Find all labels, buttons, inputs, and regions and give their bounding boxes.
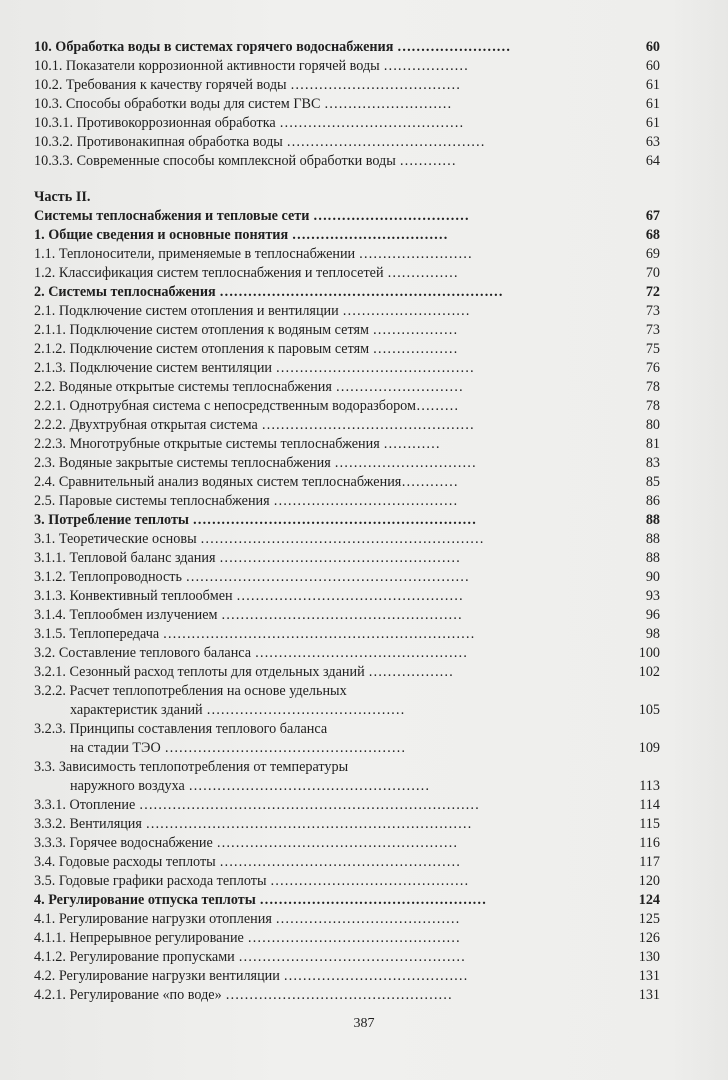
- toc-entry-page: 86: [645, 493, 660, 509]
- toc-entry-title: 3.1.1. Тепловой баланс здания ……………………………………………: [34, 550, 461, 566]
- page-shadow: [668, 0, 728, 1080]
- toc-entry-title: 3.2.3. Принципы составления теплового баланса: [34, 721, 328, 737]
- toc-entry-page: 102: [638, 664, 660, 680]
- toc-entry: [34, 416, 660, 435]
- toc-entry-page: 115: [639, 816, 660, 832]
- toc-entry: [34, 95, 660, 114]
- toc-entry: [34, 815, 660, 834]
- toc-entry-page: 60: [645, 39, 660, 55]
- toc-entry-title: 10.3.1. Противокоррозионная обработка …………………………………: [34, 115, 464, 131]
- toc-entry-page: 90: [645, 569, 660, 585]
- toc-entry: [34, 378, 660, 397]
- toc-entry-page: 80: [645, 417, 660, 433]
- toc-entry-title: 4.1. Регулирование нагрузки отопления …………………………………: [34, 911, 460, 927]
- toc-entry: [34, 663, 660, 682]
- toc-entry: [34, 625, 660, 644]
- toc-entry-page: 126: [638, 930, 660, 946]
- toc-entry: [34, 530, 660, 549]
- toc-entry: [34, 948, 660, 967]
- toc-entry-title: 2. Системы теплоснабжения ……………………………………………………: [34, 284, 503, 300]
- toc-entry-page: 93: [645, 588, 660, 604]
- toc-entry-page: 83: [645, 455, 660, 471]
- toc-entry: [34, 76, 660, 95]
- toc-entry-title: 3. Потребление теплоты ……………………………………………………: [34, 512, 477, 528]
- toc-entry: [34, 473, 660, 492]
- toc-entry-title: 3.1.2. Теплопроводность ……………………………………………………: [34, 569, 470, 585]
- toc-entry-title: 2.2. Водяные открытые системы теплоснабжения ………………………: [34, 379, 464, 395]
- toc-entry-page: 114: [639, 797, 660, 813]
- toc-entry-title: 4. Регулирование отпуска теплоты …………………………………………: [34, 892, 487, 908]
- toc-entry-page: 88: [645, 531, 660, 547]
- toc-entry-title: 2.4. Сравнительный анализ водяных систем теплоснабжения…………: [34, 474, 459, 490]
- toc-entry: [34, 321, 660, 340]
- toc-entry-title: 2.1.1. Подключение систем отопления к водяным сетям ………………: [34, 322, 458, 338]
- toc-entry: [34, 397, 660, 416]
- toc-entry-page: 105: [638, 702, 660, 718]
- toc-entry-page: 88: [645, 550, 660, 566]
- toc-entry: [34, 796, 660, 815]
- toc-entry-title: 10. Обработка воды в системах горячего водоснабжения ……………………: [34, 39, 511, 55]
- toc-entry-title: 3.3.1. Отопление ………………………………………………………………: [34, 797, 480, 813]
- toc-entry: [34, 114, 660, 133]
- toc-entry-page: 131: [638, 987, 660, 1003]
- toc-entry-title: 1.1. Теплоносители, применяемые в теплоснабжении ……………………: [34, 246, 473, 262]
- toc-entry: [34, 549, 660, 568]
- toc-entry-title: 10.3. Способы обработки воды для систем ГВС ………………………: [34, 96, 452, 112]
- toc-entry: [34, 133, 660, 152]
- toc-entry: [34, 967, 660, 986]
- toc-entry-page: 113: [639, 778, 660, 794]
- toc-entry-page: 109: [638, 740, 660, 756]
- toc-entry-title: 3.3. Зависимость теплопотребления от температуры: [34, 759, 349, 775]
- toc-entry: [34, 777, 660, 796]
- toc-entry-page: 70: [645, 265, 660, 281]
- toc-entry-title: 3.1.3. Конвективный теплообмен …………………………………………: [34, 588, 464, 604]
- toc-entry: [34, 302, 660, 321]
- toc-entry-page: 73: [645, 322, 660, 338]
- toc-entry-page: 69: [645, 246, 660, 262]
- toc-entry-title: 10.3.3. Современные способы комплексной обработки воды …………: [34, 153, 457, 169]
- toc-entry: [34, 152, 660, 171]
- toc-entry-title: 4.2. Регулирование нагрузки вентиляции …………………………………: [34, 968, 468, 984]
- toc-entry-title: 2.3. Водяные закрытые системы теплоснабжения …………………………: [34, 455, 477, 471]
- toc-entry-page: 75: [645, 341, 660, 357]
- toc-entry-page: 78: [645, 379, 660, 395]
- toc-entry-title: 3.1.4. Теплообмен излучением ……………………………………………: [34, 607, 463, 623]
- toc-entry: [34, 910, 660, 929]
- toc-entry-page: 64: [645, 153, 660, 169]
- toc-entry-page: 67: [645, 208, 660, 224]
- toc-entry-page: 63: [645, 134, 660, 150]
- toc-entry: [34, 929, 660, 948]
- toc-entry-page: 85: [645, 474, 660, 490]
- toc-entry: [34, 701, 660, 720]
- toc-entry-page: 76: [645, 360, 660, 376]
- toc-entry-page: 81: [645, 436, 660, 452]
- toc-entry-title: 2.2.2. Двухтрубная открытая система ………………………………………: [34, 417, 475, 433]
- toc-entry: [34, 834, 660, 853]
- toc-entry: [34, 226, 660, 245]
- toc-entry: [34, 644, 660, 663]
- toc-entry-page: 125: [638, 911, 660, 927]
- toc-entry-title: 10.1. Показатели коррозионной активности горячей воды ………………: [34, 58, 469, 74]
- toc-entry: [34, 511, 660, 530]
- toc-entry: [34, 891, 660, 910]
- toc-entry: [34, 872, 660, 891]
- page-number: 387: [353, 1016, 375, 1031]
- toc-entry: [34, 853, 660, 872]
- toc-entry: [34, 986, 660, 1005]
- toc-entry: [34, 245, 660, 264]
- toc-entry: [34, 568, 660, 587]
- toc-entry: [34, 38, 660, 57]
- toc-entry: [34, 283, 660, 302]
- toc-entry: [34, 57, 660, 76]
- toc-entry-title: 2.2.3. Многотрубные открытые системы теплоснабжения …………: [34, 436, 441, 452]
- toc-entry: [34, 606, 660, 625]
- toc-entry-title: 3.1. Теоретические основы ……………………………………………………: [34, 531, 484, 547]
- toc-entry: [34, 454, 660, 473]
- toc-entry-title: 1. Общие сведения и основные понятия ……………………………: [34, 227, 448, 243]
- toc-entry-title: 1.2. Классификация систем теплоснабжения и теплосетей ……………: [34, 265, 459, 281]
- toc-entry-title: характеристик зданий ……………………………………: [70, 702, 405, 718]
- toc-entry-title: 3.3.2. Вентиляция ……………………………………………………………: [34, 816, 472, 832]
- toc-entry-page: 88: [645, 512, 660, 528]
- toc-entry-page: 124: [638, 892, 660, 908]
- toc-entry: [34, 264, 660, 283]
- toc-entry-title: 4.2.1. Регулирование «по воде» …………………………………………: [34, 987, 453, 1003]
- toc-entry: [34, 587, 660, 606]
- toc-entry-page: 78: [645, 398, 660, 414]
- toc-entry-page: 120: [638, 873, 660, 889]
- toc-entry: [34, 340, 660, 359]
- toc-entry-page: 117: [639, 854, 660, 870]
- toc-entry-title: 10.2. Требования к качеству горячей воды ………………………………: [34, 77, 461, 93]
- toc-entry: [34, 739, 660, 758]
- toc-entry-page: 131: [638, 968, 660, 984]
- toc-entry: [34, 435, 660, 454]
- toc-entry-title: на стадии ТЭО ……………………………………………: [70, 740, 406, 756]
- toc-entry: [34, 207, 660, 226]
- toc-entry-title: 2.1.2. Подключение систем отопления к паровым сетям ………………: [34, 341, 458, 357]
- toc-entry: [34, 682, 660, 701]
- toc-entry-title: Системы теплоснабжения и тепловые сети ……………………………: [34, 208, 470, 224]
- toc-entry-title: наружного воздуха ……………………………………………: [70, 778, 430, 794]
- toc-entry-title: 3.5. Годовые графики расхода теплоты ……………………………………: [34, 873, 469, 889]
- toc-entry: [34, 359, 660, 378]
- toc-entry-page: 72: [645, 284, 660, 300]
- toc-entry-title: 2.1. Подключение систем отопления и вентиляции ………………………: [34, 303, 470, 319]
- toc-entry-page: 73: [645, 303, 660, 319]
- toc-entry-page: 61: [645, 96, 660, 112]
- toc-entry-page: 100: [638, 645, 660, 661]
- toc-entry-title: Часть II.: [34, 189, 91, 205]
- toc-entry-title: 2.2.1. Однотрубная система с непосредственным водоразбором………: [34, 398, 459, 414]
- toc-entry-page: 61: [645, 77, 660, 93]
- toc-entry-page: 68: [645, 227, 660, 243]
- toc-entry-title: 2.1.3. Подключение систем вентиляции ……………………………………: [34, 360, 475, 376]
- toc-entry-page: 61: [645, 115, 660, 131]
- toc-entry-title: 3.1.5. Теплопередача …………………………………………………………: [34, 626, 475, 642]
- toc-entry: [34, 720, 660, 739]
- toc-entry-title: 4.1.1. Непрерывное регулирование ………………………………………: [34, 930, 461, 946]
- toc-entry-title: 3.4. Годовые расходы теплоты ……………………………………………: [34, 854, 461, 870]
- toc-entry: [34, 492, 660, 511]
- toc-entry-page: 98: [645, 626, 660, 642]
- toc-entry-title: 4.1.2. Регулирование пропусками …………………………………………: [34, 949, 466, 965]
- toc-entry-title: 10.3.2. Противонакипная обработка воды ……………………………………: [34, 134, 485, 150]
- toc-entry-title: 3.2.1. Сезонный расход теплоты для отдельных зданий ………………: [34, 664, 454, 680]
- toc-entry-title: 3.2.2. Расчет теплопотребления на основе удельных: [34, 683, 347, 699]
- toc-entry-page: 96: [645, 607, 660, 623]
- toc-entry: [34, 188, 660, 207]
- toc-entry-title: 3.2. Составление теплового баланса ………………………………………: [34, 645, 468, 661]
- toc-entry: [34, 758, 660, 777]
- toc-entry-title: 3.3.3. Горячее водоснабжение ……………………………………………: [34, 835, 458, 851]
- toc-entry-title: 2.5. Паровые системы теплоснабжения …………………………………: [34, 493, 458, 509]
- toc-entry-page: 116: [639, 835, 660, 851]
- toc-entry-page: 130: [638, 949, 660, 965]
- toc-entry-page: 60: [645, 58, 660, 74]
